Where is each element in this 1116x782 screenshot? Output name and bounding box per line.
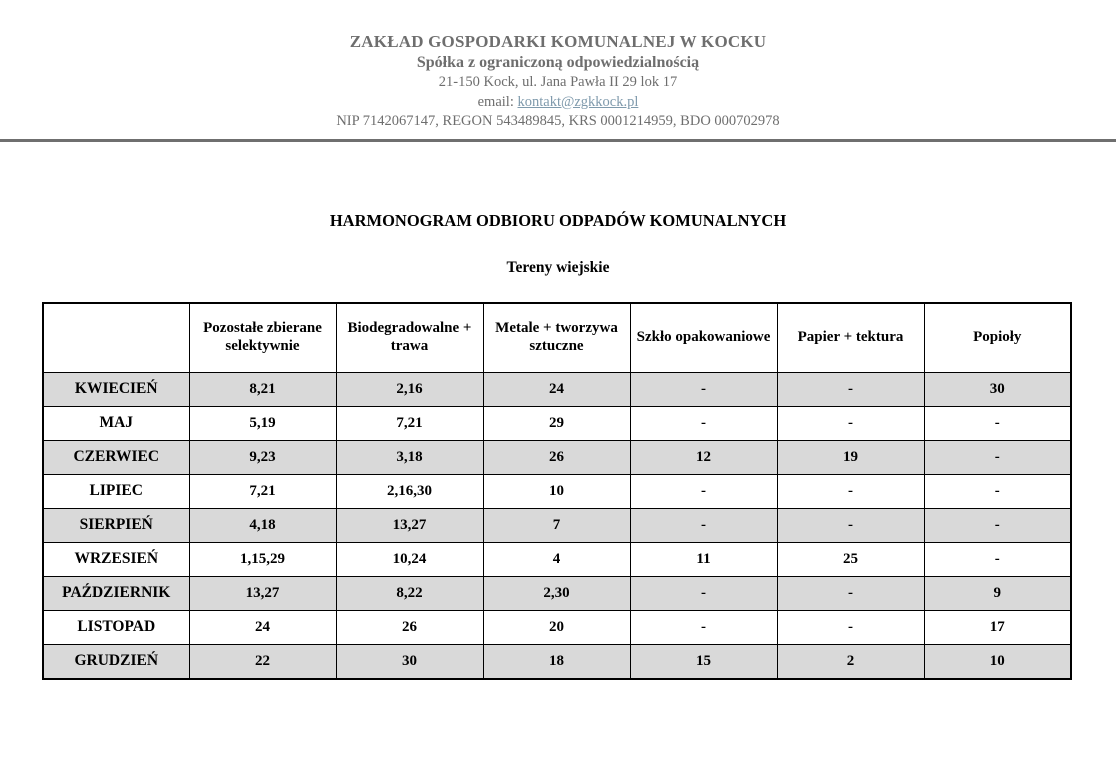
- schedule-cell: 9,23: [189, 440, 336, 474]
- month-label: MAJ: [43, 406, 189, 440]
- schedule-cell: 10: [924, 644, 1071, 679]
- schedule-cell: 9: [924, 576, 1071, 610]
- column-header: Metale + tworzywa sztuczne: [483, 303, 630, 373]
- page-title: HARMONOGRAM ODBIORU ODPADÓW KOMUNALNYCH: [329, 210, 787, 230]
- schedule-cell: 8,22: [336, 576, 483, 610]
- schedule-cell: 2,16: [336, 372, 483, 406]
- schedule-cell: 26: [483, 440, 630, 474]
- column-header: Popioły: [924, 303, 1071, 373]
- schedule-cell: 8,21: [189, 372, 336, 406]
- schedule-table-body: [43, 372, 1071, 679]
- schedule-cell: 13,27: [189, 576, 336, 610]
- month-label: WRZESIEŃ: [43, 542, 189, 576]
- schedule-cell: 7: [483, 508, 630, 542]
- schedule-cell: 12: [630, 440, 777, 474]
- schedule-cell: -: [777, 576, 924, 610]
- schedule-cell: 10: [483, 474, 630, 508]
- table-row: [43, 610, 1071, 644]
- schedule-cell: 20: [483, 610, 630, 644]
- schedule-cell: -: [630, 576, 777, 610]
- month-label: LIPIEC: [43, 474, 189, 508]
- company-address: 21-150 Kock, ul. Jana Pawła II 29 lok 17: [438, 74, 678, 90]
- company-registration-numbers: NIP 7142067147, REGON 543489845, KRS 0001214959, BDO 000702978: [336, 113, 780, 129]
- schedule-cell: 5,19: [189, 406, 336, 440]
- schedule-cell: 18: [483, 644, 630, 679]
- schedule-cell: 2,30: [483, 576, 630, 610]
- email-link[interactable]: kontakt@zgkkock.pl: [517, 93, 639, 110]
- month-label: PAŹDZIERNIK: [43, 576, 189, 610]
- schedule-cell: -: [924, 406, 1071, 440]
- schedule-cell: 4: [483, 542, 630, 576]
- schedule-cell: -: [777, 474, 924, 508]
- schedule-cell: -: [777, 406, 924, 440]
- schedule-cell: 25: [777, 542, 924, 576]
- table-row: [43, 576, 1071, 610]
- schedule-cell: -: [630, 610, 777, 644]
- schedule-cell: -: [924, 542, 1071, 576]
- header-divider-rule: [0, 139, 1116, 142]
- schedule-cell: 15: [630, 644, 777, 679]
- schedule-cell: -: [924, 474, 1071, 508]
- schedule-cell: 24: [189, 610, 336, 644]
- schedule-cell: -: [777, 372, 924, 406]
- email-label: email:: [477, 93, 518, 110]
- schedule-cell: 4,18: [189, 508, 336, 542]
- month-label: CZERWIEC: [43, 440, 189, 474]
- schedule-cell: 19: [777, 440, 924, 474]
- schedule-cell: 11: [630, 542, 777, 576]
- schedule-cell: 22: [189, 644, 336, 679]
- month-label: SIERPIEŃ: [43, 508, 189, 542]
- schedule-cell: 2,16,30: [336, 474, 483, 508]
- schedule-cell: -: [777, 610, 924, 644]
- column-header: Biodegradowalne + trawa: [336, 303, 483, 373]
- schedule-cell: -: [777, 508, 924, 542]
- schedule-cell: 26: [336, 610, 483, 644]
- month-column-header: [43, 303, 189, 373]
- table-row: [43, 372, 1071, 406]
- schedule-cell: -: [924, 440, 1071, 474]
- column-header: Papier + tektura: [777, 303, 924, 373]
- column-header: Szkło opakowaniowe: [630, 303, 777, 373]
- schedule-cell: 10,24: [336, 542, 483, 576]
- schedule-cell: -: [630, 406, 777, 440]
- schedule-cell: 30: [336, 644, 483, 679]
- column-header: Pozostałe zbierane selektywnie: [189, 303, 336, 373]
- table-row: [43, 440, 1071, 474]
- schedule-cell: 7,21: [336, 406, 483, 440]
- document-header: [0, 0, 1116, 132]
- table-row: [43, 508, 1071, 542]
- company-name: ZAKŁAD GOSPODARKI KOMUNALNEJ W KOCKU: [349, 32, 767, 51]
- schedule-cell: -: [630, 372, 777, 406]
- month-label: KWIECIEŃ: [43, 372, 189, 406]
- month-label: LISTOPAD: [43, 610, 189, 644]
- schedule-cell: 2: [777, 644, 924, 679]
- company-legal-form: Spółka z ograniczoną odpowiedzialnością: [416, 54, 700, 71]
- schedule-cell: -: [630, 474, 777, 508]
- table-row: [43, 644, 1071, 679]
- schedule-cell: -: [630, 508, 777, 542]
- schedule-cell: 3,18: [336, 440, 483, 474]
- month-label: GRUDZIEŃ: [43, 644, 189, 679]
- schedule-cell: 17: [924, 610, 1071, 644]
- schedule-table-header: [43, 303, 1071, 373]
- page-subtitle: Tereny wiejskie: [506, 258, 610, 276]
- schedule-cell: 24: [483, 372, 630, 406]
- schedule-cell: 7,21: [189, 474, 336, 508]
- table-row: [43, 542, 1071, 576]
- table-row: [43, 406, 1071, 440]
- schedule-cell: 29: [483, 406, 630, 440]
- header-row: [43, 303, 1071, 373]
- schedule-cell: 30: [924, 372, 1071, 406]
- schedule-cell: 1,15,29: [189, 542, 336, 576]
- table-row: [43, 474, 1071, 508]
- schedule-cell: -: [924, 508, 1071, 542]
- schedule-cell: 13,27: [336, 508, 483, 542]
- schedule-table: [42, 302, 1072, 680]
- email-line: [0, 93, 1116, 113]
